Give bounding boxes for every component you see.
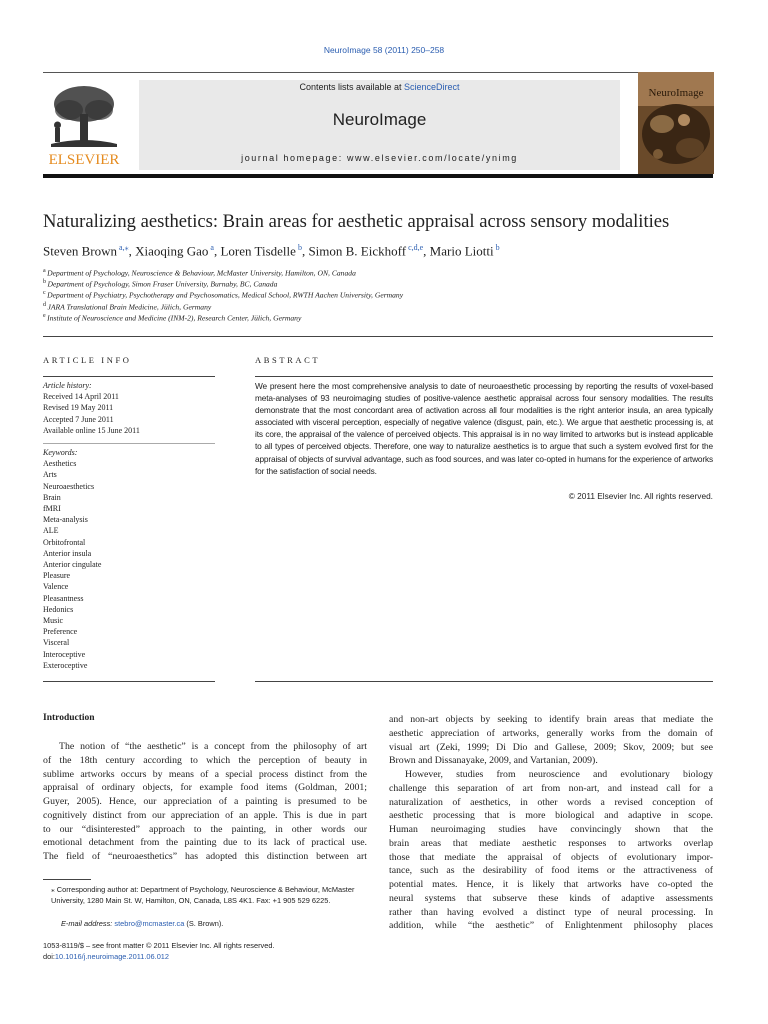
affiliation-text: JARA Translational Brain Medicine, Jülich, Germany bbox=[47, 302, 212, 312]
abstract-rule bbox=[255, 376, 713, 377]
affiliation-marker: c bbox=[43, 290, 48, 297]
body-text-line: rather than having evolved a distinct type of neural processing. In bbox=[389, 906, 713, 918]
article-info-rule bbox=[43, 376, 215, 377]
keywords-divider bbox=[43, 443, 215, 444]
affiliation-line bbox=[43, 302, 211, 312]
body-left-column bbox=[43, 740, 367, 864]
contents-line bbox=[139, 82, 620, 92]
footnote-rule bbox=[43, 879, 91, 880]
cover-image-icon bbox=[638, 72, 714, 174]
author-separator: , bbox=[301, 243, 309, 259]
abstract-copyright: © 2011 Elsevier Inc. All rights reserved. bbox=[568, 491, 713, 501]
author-separator: , bbox=[423, 243, 430, 259]
author-affiliation-marker[interactable]: c,d,e bbox=[406, 243, 424, 252]
header-bottom-rule bbox=[43, 174, 713, 178]
keywords-label: Keywords: bbox=[43, 448, 78, 457]
body-text-line: of the 18th century according to which the perception of beauty in bbox=[43, 754, 367, 766]
history-item: Received 14 April 2011 bbox=[43, 392, 119, 402]
keyword-item: Exteroceptive bbox=[43, 660, 88, 670]
author-name: Steven Brown bbox=[43, 243, 118, 259]
affiliation-text: Institute of Neuroscience and Medicine (INM-2), Research Center, Jülich, Germany bbox=[47, 313, 302, 323]
affiliation-line bbox=[43, 279, 277, 289]
header-top-rule bbox=[43, 72, 713, 73]
email-link[interactable]: stebro@mcmaster.ca bbox=[114, 919, 185, 928]
body-text-line: naturalization of aesthetics, in other words a revised conception of bbox=[389, 796, 713, 808]
body-text-line: brain areas that mediate aesthetic responses to artworks overlap bbox=[389, 837, 713, 849]
keyword-item: Orbitofrontal bbox=[43, 537, 86, 547]
author-list bbox=[43, 243, 500, 259]
author-name: Mario Liotti bbox=[429, 243, 494, 259]
abstract-heading: ABSTRACT bbox=[255, 355, 321, 365]
body-text-line: visual art (Zeki, 1999; Di Dio and Gallese, 2009; Skov, 2009; but see bbox=[389, 741, 713, 753]
keyword-item: Valence bbox=[43, 582, 69, 592]
keyword-item: Visceral bbox=[43, 638, 70, 648]
body-right-column bbox=[389, 713, 713, 933]
article-info-bottom-rule bbox=[43, 681, 215, 682]
body-text-line: Guyer, 2005). Hence, our appreciation of a painting is presumed to be bbox=[43, 796, 367, 807]
keyword-item: Pleasantness bbox=[43, 593, 84, 603]
email-label: E-mail address: bbox=[61, 919, 115, 928]
body-text-line: sublime artworks occurs by means of a special process distinct from the bbox=[43, 768, 367, 780]
keyword-item: Pleasure bbox=[43, 571, 71, 581]
history-list bbox=[43, 391, 215, 436]
body-text-line: However, studies from neuroscience and evolutionary biology bbox=[405, 769, 713, 780]
article-history bbox=[43, 380, 215, 436]
keyword-item: Arts bbox=[43, 470, 57, 480]
body-text-line: appraisal of ordinary objects, for example food items (Goldman, 2001; bbox=[43, 782, 367, 794]
author-affiliation-marker[interactable]: a,⁎ bbox=[117, 243, 129, 252]
affiliation-marker: a bbox=[43, 268, 48, 274]
email-line bbox=[43, 918, 223, 929]
keyword-item: Meta-analysis bbox=[43, 515, 88, 525]
affiliation-line bbox=[43, 290, 403, 300]
body-text-line: The field of “neuroaesthetics” has adopted this distinction between art bbox=[43, 851, 367, 862]
sciencedirect-link[interactable]: ScienceDirect bbox=[404, 82, 460, 92]
keyword-item: Anterior insula bbox=[43, 548, 92, 558]
body-text-line: aesthetic processing that is more biological and adaptive in scope. bbox=[389, 810, 713, 822]
author-affiliation-marker[interactable]: a bbox=[208, 243, 214, 252]
body-text-line: The notion of “the aesthetic” is a concept from the philosophy of art bbox=[59, 741, 367, 752]
body-text-line: tance, such as the desirability of food items or the attractiveness of bbox=[389, 865, 713, 877]
body-text-line: Brown and Dissanayake, 2009, and Vartanian, 2009). bbox=[389, 755, 598, 767]
history-item: Accepted 7 June 2011 bbox=[43, 414, 114, 424]
author-affiliation-marker[interactable]: b bbox=[493, 243, 500, 252]
body-text-line: addition, while “the aesthetic” of Enlightenment philosophy places bbox=[389, 920, 713, 932]
article-info-heading: ARTICLE INFO bbox=[43, 355, 132, 365]
keyword-item: fMRI bbox=[43, 504, 61, 514]
body-text-line: emotional detachment from the painting due to its lack of practical use. bbox=[43, 837, 367, 849]
journal-citation[interactable]: NeuroImage 58 (2011) 250–258 bbox=[323, 45, 445, 55]
history-item: Revised 19 May 2011 bbox=[43, 403, 114, 413]
abstract-bottom-rule bbox=[255, 681, 713, 682]
front-matter-note: 1053-8119/$ – see front matter © 2011 Elsevier Inc. All rights reserved. bbox=[43, 941, 275, 950]
keyword-item: Hedonics bbox=[43, 604, 74, 614]
corresponding-author-note: ⁎ Corresponding author at: Department of Psychology, Neuroscience & Behaviour, McMaster University, 1280 Main St. W, Hamilton, ON, Canada, L8S 4K1. Fax: +1 905 529 6225. bbox=[51, 885, 355, 905]
email-suffix: (S. Brown). bbox=[184, 919, 224, 928]
keywords-block bbox=[43, 447, 215, 671]
doi-line bbox=[43, 951, 169, 962]
front-matter-rule bbox=[43, 336, 713, 337]
elsevier-tree-icon bbox=[43, 80, 125, 168]
contents-prefix: Contents lists available at bbox=[299, 82, 405, 92]
affiliation-marker: e bbox=[43, 312, 48, 319]
author-separator: , bbox=[213, 243, 221, 259]
keyword-item: ALE bbox=[43, 526, 59, 536]
body-text-line: those that mediate the appraisal of objects of evolutionary impor- bbox=[389, 851, 713, 863]
abstract-text: We present here the most comprehensive analysis to date of neuroaesthetic processing by reporting the results of voxel-based meta-analyses of 93 neuroimaging studies of positive-valence aesthetic appraisal across four sensory modalities. The results demonstrate that the most concordant area of activation across all four modalities is the right anterior insula, an area typically associated with visceral perception, especially of negative valence (disgust, pain, etc.). We argue that aesthetic processing is, at its core, the appraisal of the valence of perceived objects. This appraisal is in no way limited to artworks but is instead applicable to all types of perceived objects. Therefore, one way to naturalize aesthetics is to argue that such a system evolved first for the appraisal of objects of survival advantage, such as food sources, and was later co-opted in humans for the experience of artworks for the satisfaction of social needs. bbox=[255, 381, 713, 476]
journal-cover-thumbnail[interactable] bbox=[638, 72, 714, 174]
body-text-line: to our “disinterested” approach to the painting, in other words our bbox=[43, 823, 367, 835]
affiliation-text: Department of Psychology, Neuroscience & Behaviour, McMaster University, Hamilton, ON, Canada bbox=[47, 268, 356, 278]
body-text-line: and non-art objects by seeking to identify brain areas that mediate the bbox=[389, 714, 713, 725]
body-text-line: potential mates. Hence, it is likely that artworks have co-opted the bbox=[389, 879, 713, 890]
affiliation-line bbox=[43, 313, 301, 323]
affiliation-text: Department of Psychology, Simon Fraser University, Burnaby, BC, Canada bbox=[47, 279, 278, 289]
keyword-item: Brain bbox=[43, 492, 61, 502]
elsevier-logo bbox=[43, 80, 125, 168]
keyword-item: Music bbox=[43, 616, 63, 626]
keyword-item: Preference bbox=[43, 627, 78, 637]
author-separator: , bbox=[128, 243, 136, 259]
elsevier-wordmark: ELSEVIER bbox=[48, 152, 120, 168]
doi-link[interactable]: 10.1016/j.neuroimage.2011.06.012 bbox=[54, 952, 170, 961]
affiliation-marker: b bbox=[43, 279, 48, 286]
body-text-line: challenge this separation of art from non-art, and instead call for a bbox=[389, 782, 713, 794]
author-affiliation-marker[interactable]: b bbox=[295, 243, 302, 252]
author-name: Simon B. Eickhoff bbox=[308, 243, 407, 259]
history-label: Article history: bbox=[43, 381, 92, 390]
journal-homepage[interactable]: journal homepage: www.elsevier.com/locate/ynimg bbox=[241, 153, 518, 163]
keyword-item: Neuroaesthetics bbox=[43, 481, 95, 491]
affiliation-line bbox=[43, 268, 356, 278]
introduction-heading: Introduction bbox=[43, 713, 95, 723]
affiliation-marker: d bbox=[43, 301, 48, 308]
author-name: Loren Tisdelle bbox=[220, 243, 296, 259]
body-text-line: cognitively distinct from our appreciation of an apple. This is due in part bbox=[43, 809, 367, 821]
keyword-item: Anterior cingulate bbox=[43, 560, 102, 570]
cover-title: NeuroImage bbox=[648, 87, 704, 99]
journal-name: NeuroImage bbox=[332, 110, 427, 129]
body-text-line: Human neuroimaging studies have convincingly shown that the bbox=[389, 824, 713, 835]
doi-label: doi: bbox=[43, 952, 55, 961]
article-title: Naturalizing aesthetics: Brain areas for aesthetic appraisal across sensory modalities bbox=[43, 211, 670, 232]
affiliation-text: Department of Psychiatry, Psychotherapy and Psychosomatics, Medical School, RWTH Aachen University, Germany bbox=[47, 290, 404, 300]
keyword-item: Aesthetics bbox=[43, 459, 77, 469]
keyword-item: Interoceptive bbox=[43, 649, 86, 659]
history-item: Available online 15 June 2011 bbox=[43, 425, 140, 435]
body-text-line: aesthetic appreciation of artworks, generally works from the domain of bbox=[389, 727, 713, 739]
body-text-line: neural systems that subserve these kinds of adaptive assessments bbox=[389, 892, 713, 904]
author-name: Xiaoqing Gao bbox=[135, 243, 209, 259]
keywords-list bbox=[43, 458, 215, 671]
